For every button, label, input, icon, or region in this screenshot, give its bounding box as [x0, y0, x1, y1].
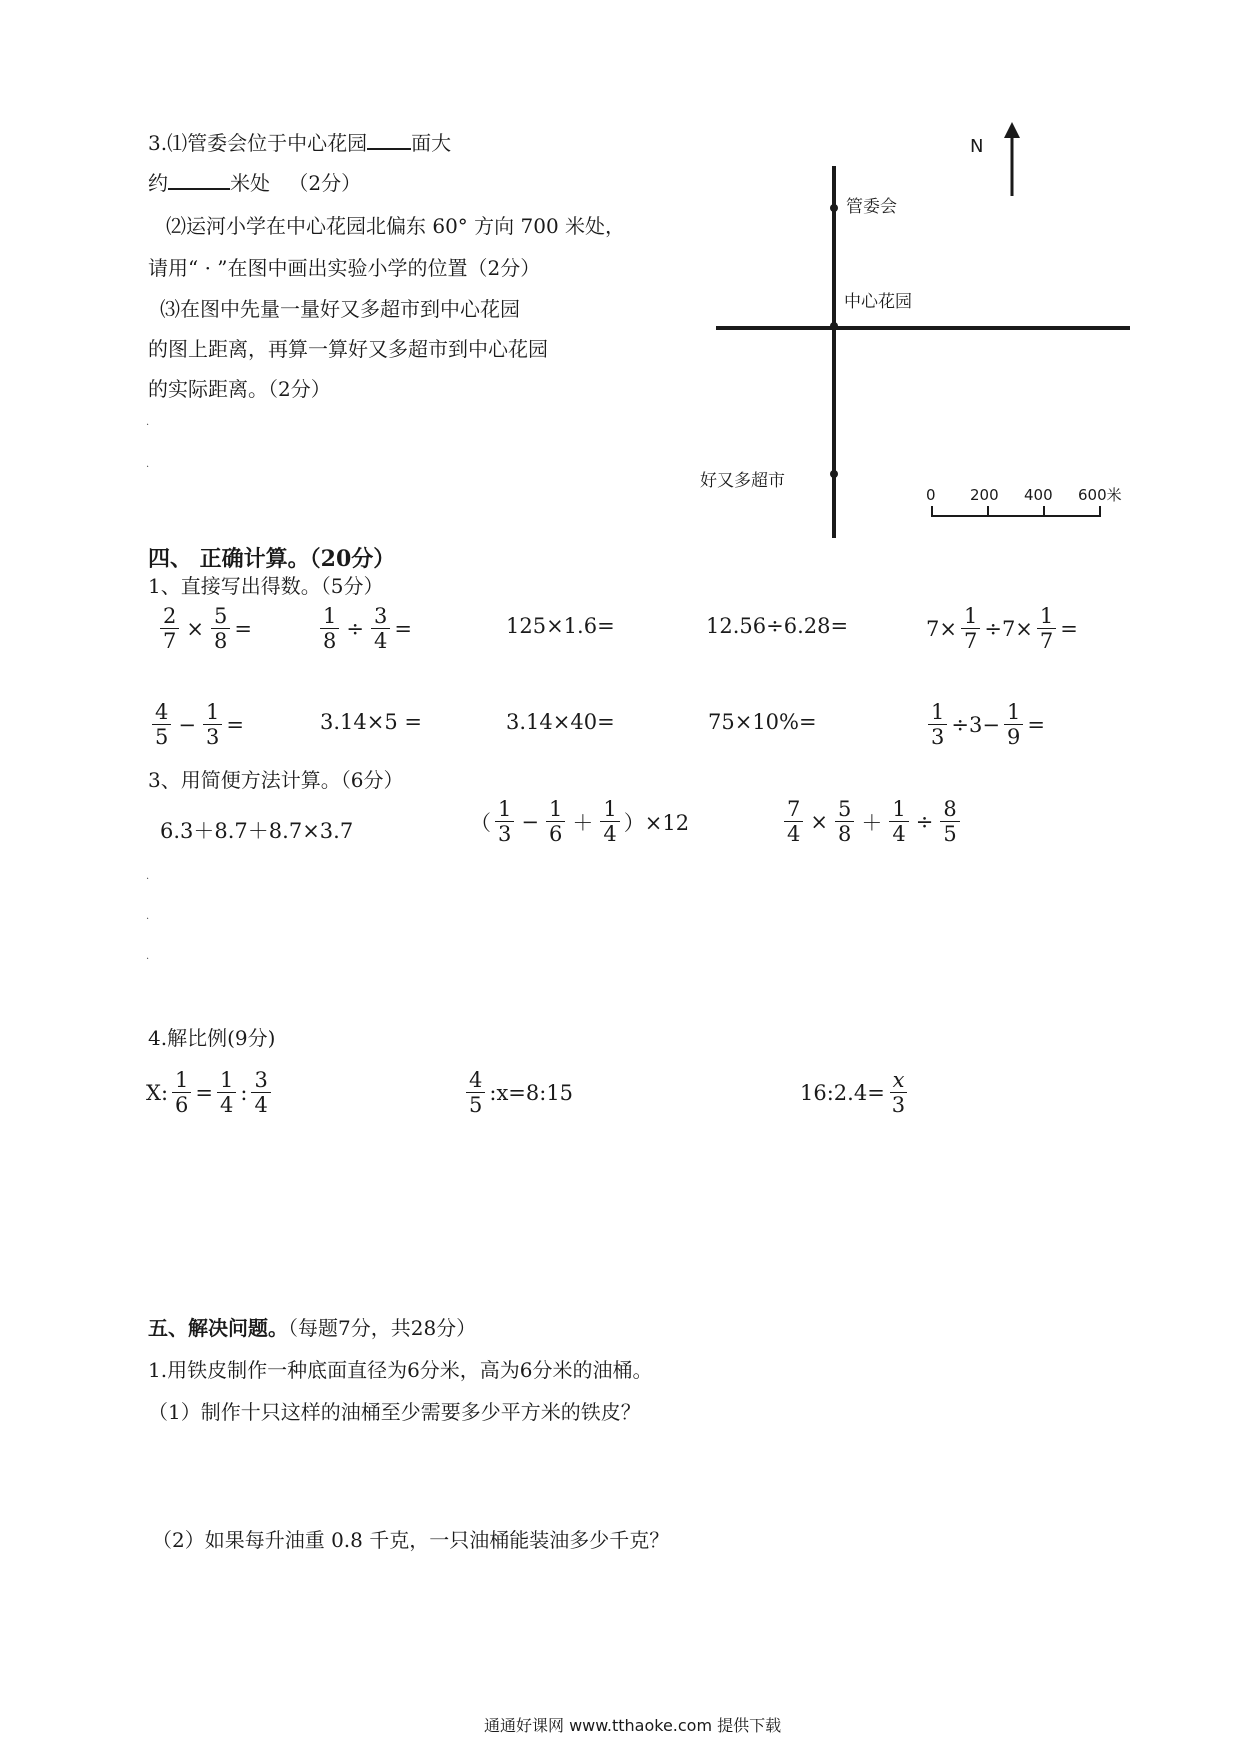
section5-q1: 1.用铁皮制作一种底面直径为6分米，高为6分米的油桶。 — [148, 1358, 653, 1382]
north-label: N — [970, 136, 984, 157]
center-garden-point — [830, 322, 838, 330]
scale-tick-label: 400 — [1024, 486, 1053, 504]
q3-part3-line1: ⑶在图中先量一量好又多超市到中心花园 — [160, 297, 520, 321]
expr-r1-a: $\frac{2}{7}$ × $\frac{5}{8}$ = — [156, 604, 252, 653]
label-center-garden: 中心花园 — [844, 292, 912, 312]
section4-sub1: 1、直接写出得数。（5分） — [148, 574, 384, 598]
expr-r2-c: 3.14×40= — [506, 710, 615, 734]
scale-bar — [926, 486, 1122, 517]
stray-dot: · — [146, 462, 150, 473]
footer-source: 通通好课网 www.tthaoke.com 提供下载 — [484, 1716, 782, 1735]
expr-r1-d: 12.56÷6.28= — [706, 614, 849, 638]
q3-part1-line2: 约 米处 （2分） — [148, 171, 362, 195]
expr-r2-b: 3.14×5 = — [320, 710, 422, 734]
expr-r1-c: 125×1.6= — [506, 614, 615, 638]
section4-sub4: 4.解比例(9分) — [148, 1026, 276, 1050]
stray-dot: · — [146, 420, 150, 431]
section5-title: 五、解决问题。（每题7分，共28分） — [148, 1316, 477, 1340]
q3-part1-line1: 3.⑴管委会位于中心花园 面大 — [148, 131, 452, 155]
calc-c: $\frac{7}{4}$ × $\frac{5}{8}$ ＋ $\frac{1}{4}$ ÷ $\frac{8}{5}$ — [780, 797, 964, 846]
label-market: 好又多超市 — [700, 471, 785, 491]
q3-part3-line3: 的实际距离。（2分） — [148, 377, 331, 401]
expr-r2-a: $\frac{4}{5}$ − $\frac{1}{3}$ = — [148, 700, 244, 749]
section5-q1-2: （2）如果每升油重 0.8 千克，一只油桶能装油多少千克？ — [152, 1528, 670, 1552]
calc-b: （ $\frac{1}{3}$ − $\frac{1}{6}$ ＋ $\frac{1}{4}$ ）×12 — [470, 797, 690, 846]
section4-title: 四、 正确计算。（20分） — [148, 546, 396, 572]
section5-q1-1: （1）制作十只这样的油桶至少需要多少平方米的铁皮？ — [148, 1400, 641, 1424]
section4-sub3: 3、用简便方法计算。（6分） — [148, 768, 404, 792]
ratio-a: X: $\frac{1}{6}$ = $\frac{1}{4}$ : $\frac{3}{4}$ — [146, 1068, 275, 1117]
scale-tick-label: 200 — [970, 486, 999, 504]
scale-tick-label: 0 — [926, 486, 936, 504]
scale-tick-label: 600米 — [1078, 486, 1122, 504]
stray-dot: · — [146, 954, 150, 965]
expr-r2-e: $\frac{1}{3}$ ÷3− $\frac{1}{9}$ = — [924, 700, 1045, 749]
guanweihui-point — [830, 204, 838, 212]
north-arrow-head — [1004, 122, 1020, 138]
expr-r1-b: $\frac{1}{8}$ ÷ $\frac{3}{4}$ = — [316, 604, 412, 653]
ratio-c: 16:2.4= $\frac{x}{3}$ — [800, 1068, 912, 1117]
map-diagram — [700, 120, 1140, 550]
ratio-b: $\frac{4}{5}$ :x=8:15 — [462, 1068, 573, 1117]
stray-dot: · — [146, 874, 150, 885]
stray-dot: · — [146, 914, 150, 925]
calc-a: 6.3＋8.7＋8.7×3.7 — [160, 819, 354, 843]
q3-part3-line2: 的图上距离，再算一算好又多超市到中心花园 — [148, 337, 548, 361]
q3-part2-line1: ⑵运河小学在中心花园北偏东 60° 方向 700 米处， — [166, 214, 626, 238]
label-guanweihui: 管委会 — [846, 197, 897, 217]
q3-part2-line2: 请用“ · ”在图中画出实验小学的位置（2分） — [148, 256, 541, 280]
expr-r1-e: 7× $\frac{1}{7}$ ÷7× $\frac{1}{7}$ = — [926, 604, 1078, 653]
expr-r2-d: 75×10%= — [708, 710, 817, 734]
market-point — [830, 470, 838, 478]
